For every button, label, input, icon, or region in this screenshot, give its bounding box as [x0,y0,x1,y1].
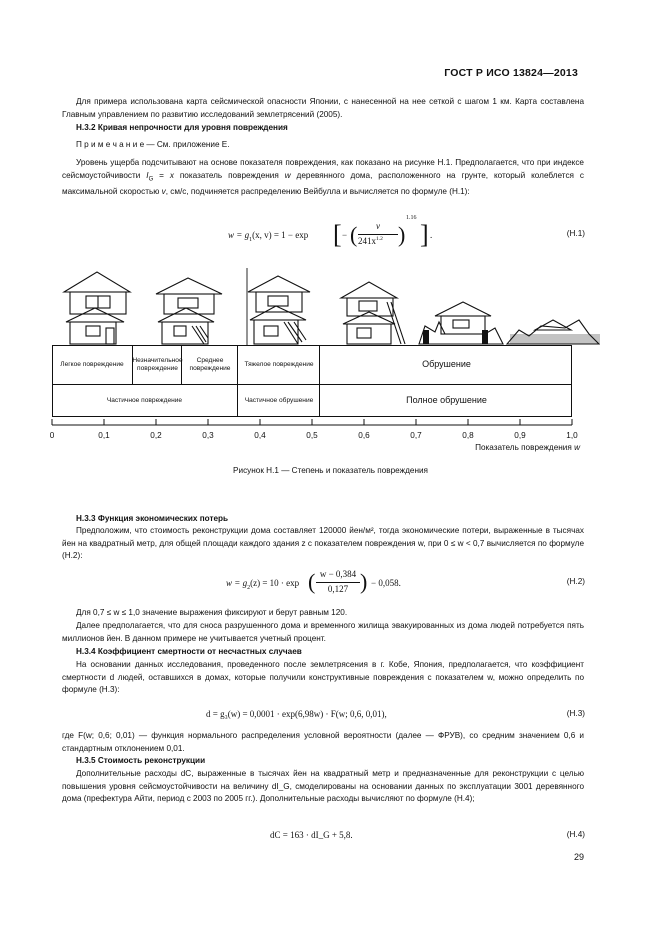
cell-partial-collapse: Частичное обрушение [237,385,320,417]
section-heading-h35: Н.3.5 Стоимость реконструкции [76,756,206,765]
axis-tick-label: 1,0 [566,431,578,440]
house-light-damage [64,272,130,344]
axis-tick-label: 0,8 [462,431,474,440]
formula-h1-number: (Н.1) [566,229,585,238]
paragraph-h32: Уровень ущерба подсчитывают на основе показателя повреждения, как показано на рисунке Н.1. Предполагается, что при индексе сейсмоустойчивости $I_G = x$ показатель повреждения w деревянного дома, расположенного на грунте, который колеблется с максимальной скоростью v, см/с, подчиняется распределению Вейбулла и вычисляется по формуле (Н.1): [62,158,584,196]
section-heading-h32: Н.3.2 Кривая непрочности для уровня повреждения [76,123,288,132]
document-header: ГОСТ Р ИСО 13824—2013 [444,67,578,79]
house-medium-damage [156,278,222,344]
house-heavy-damage [248,276,310,344]
axis-tick-label: 0,5 [306,431,318,440]
paragraph-h34: На основании данных исследования, проведенного после землетрясения в г. Кобе, Япония, предполагается, что коэффициент смертности d людей, оставшихся в домах, которые получили конструктивные повреждения с показателем w, можно определить по формуле (Н.3): [62,660,584,695]
section-heading-h34: Н.3.4 Коэффициент смертности от несчастных случаев [76,647,302,656]
paragraph-h35: Дополнительные расходы dC, выраженные в тысячах йен на квадратный метр и предназначенные для реконструкции с целью повышения уровня сейсмоустойчивости на величину dI_G, смоделированы на основании данных по эксплуатации 3001 деревянного дома (префектура Айти, период с 2003 по 2005 гг.). Дополнительные расходы вычисляют по формуле (Н.4); [62,769,584,804]
formula-h2: $w = g_2(z) = 10 \cdot \exp$ ( w − 0,384 0,127 ) − 0,058. [226,569,401,594]
axis-tick-label: 0,2 [150,431,162,440]
cell-minor-damage: Незначительное повреждение [132,345,182,385]
house-collapse [419,302,503,344]
axis-tick-label: 0,3 [202,431,214,440]
intro-paragraph: Для примера использована карта сейсмической опасности Японии, с нанесенной на нее сеткой с шагом 1 км. Карта составлена Главным управлением по развитию исследований землетрясений (2005). [62,97,584,119]
note-h32: П р и м е ч а н и е — См. приложение Е. [76,140,230,149]
cell-heavy-damage: Тяжелое повреждение [237,345,320,385]
paragraph-h33: Предположим, что стоимость реконструкции дома составляет 120000 йен/м², тогда экономические потери, выраженные в тысячах йен на квадратный метр, для общей площади каждого здания z с показателем повреждения w, при 0 ≤ w < 0,7 вычисляется по формуле (Н.2): [62,526,584,561]
cell-medium-damage: Среднее повреждение [181,345,238,385]
formula-h4-number: (Н.4) [566,830,585,839]
paragraph-h33-c: Далее предполагается, что для сноса разрушенного дома и временного жилища эвакуированных из дома людей потребуется пять миллионов йен. В данном примере не учитывается учетный процент. [62,621,584,643]
damage-axis [40,417,600,431]
section-heading-h33: Н.3.3 Функция экономических потерь [76,514,229,523]
formula-h3: d = g₃(w) = 0,0001 · exp(6,98w) · F(w; 0,6, 0,01), [206,709,387,719]
cell-collapse: Обрушение [319,345,573,385]
cell-light-damage: Легкое повреждение [60,361,124,369]
cell-partial-damage: Частичное повреждение [106,397,183,405]
house-leaning [341,282,405,344]
axis-tick-label: 0,1 [98,431,110,440]
page-number: 29 [573,852,584,862]
figure-caption: Рисунок Н.1 — Степень и показатель повреждения [233,466,428,475]
cell-total-collapse: Полное обрушение [319,385,573,417]
axis-label: Показатель повреждения w [475,443,580,452]
paragraph-h33-b: Для 0,7 ≤ w ≤ 1,0 значение выражения фиксируют и берут равным 120. [76,608,348,617]
axis-tick-label: 0 [49,431,55,440]
figure-h1 [40,268,600,458]
formula-h4: dC = 163 · dI_G + 5,8. [270,830,353,840]
axis-tick-label: 0,9 [514,431,526,440]
formula-h3-number: (Н.3) [566,709,585,718]
formula-h1: $w = g_1(x$, v) = 1 − exp [ − ( v $241x^{1.2}$ ) 1.16 ] . [228,215,433,249]
house-illustrations [40,268,600,348]
axis-tick-label: 0,4 [254,431,266,440]
paragraph-h34-b: где F(w; 0,6; 0,01) — функция нормального распределения условной вероятности (далее — ФРУВ), со средним значением 0,6 и стандартным отклонением 0,01. [62,731,584,753]
axis-tick-label: 0,6 [358,431,370,440]
formula-h2-number: (Н.2) [566,577,585,586]
axis-tick-label: 0,7 [410,431,422,440]
